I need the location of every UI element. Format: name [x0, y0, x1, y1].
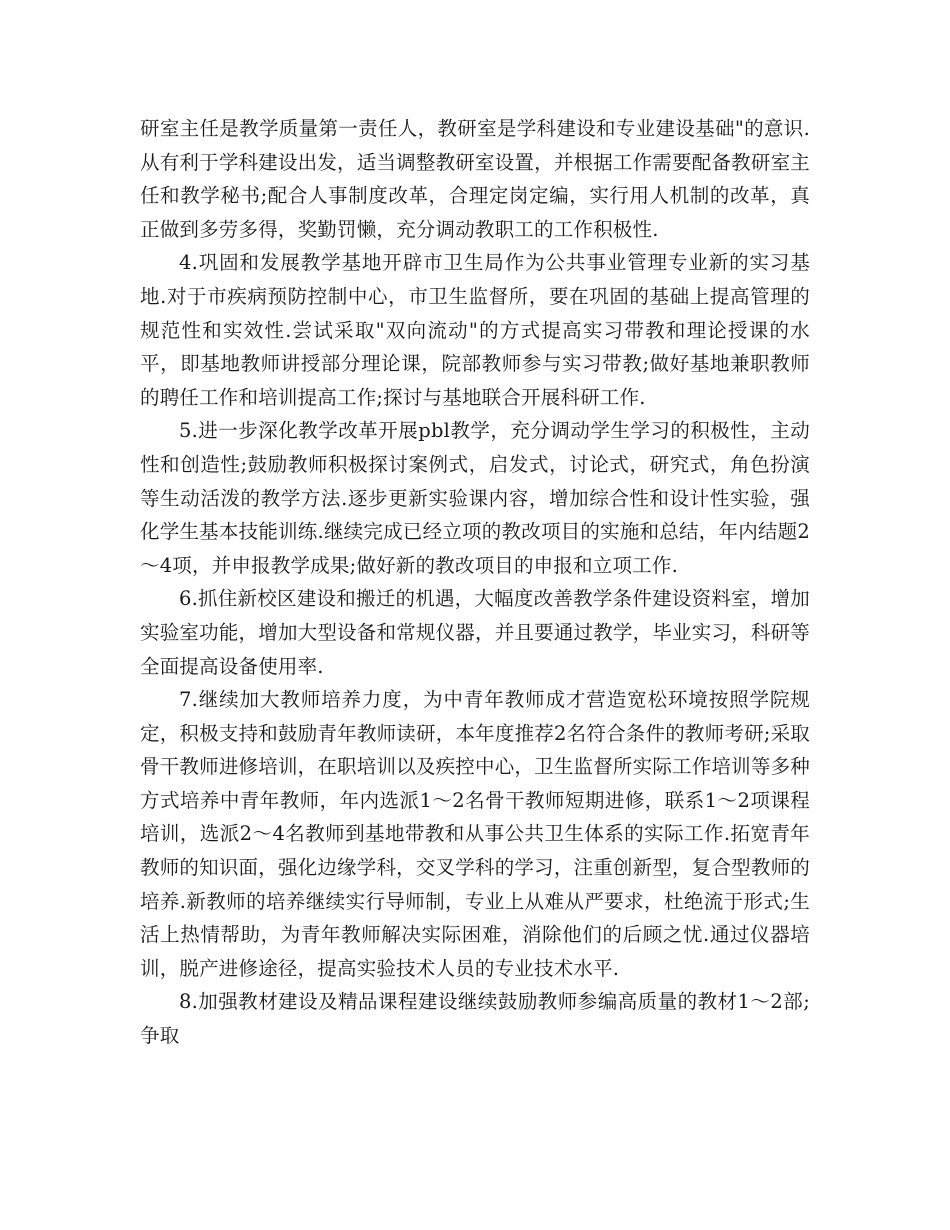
paragraph-item-8: 8.加强教材建设及精品课程建设继续鼓励教师参编高质量的教材1～2部;争取	[140, 990, 810, 1048]
paragraph-item-5: 5.进一步深化教学改革开展pbl教学，充分调动学生学习的积极性，主动性和创造性;鼓励教师积极探讨案例式，启发式，讨论式，研究式，角色扮演等生动活泼的教学方法.逐步更新实验课内容，增加综合性和设计性实验，强化学生基本技能训练.继续完成已经立项的教改项目的实施和总结，年内结题2～4项，并申报教学成果;做好新的教改项目的申报和立项工作.	[140, 419, 810, 577]
paragraph-item-4: 4.巩固和发展教学基地开辟市卫生局作为公共事业管理专业新的实习基地.对于市疾病预防控制中心，市卫生监督所，要在巩固的基础上提高管理的规范性和实效性.尝试采取"双向流动"的方式提高实习带教和理论授课的水平，即基地教师讲授部分理论课，院部教师参与实习带教;做好基地兼职教师的聘任工作和培训提高工作;探讨与基地联合开展科研工作.	[140, 251, 810, 409]
paragraph-item-6: 6.抓住新校区建设和搬迁的机遇，大幅度改善教学条件建设资料室，增加实验室功能，增加大型设备和常规仪器，并且要通过教学，毕业实习，科研等全面提高设备使用率.	[140, 587, 810, 678]
paragraph-item-7: 7.继续加大教师培养力度，为中青年教师成才营造宽松环境按照学院规定，积极支持和鼓励青年教师读研，本年度推荐2名符合条件的教师考研;采取骨干教师进修培训，在职培训以及疾控中心，卫生监督所实际工作培训等多种方式培养中青年教师，年内选派1～2名骨干教师短期进修，联系1～2项课程培训，选派2～4名教师到基地带教和从事公共卫生体系的实际工作.拓宽青年教师的知识面，强化边缘学科，交叉学科的学习，注重创新型，复合型教师的培养.新教师的培养继续实行导师制，专业上从难从严要求，杜绝流于形式;生活上热情帮助，为青年教师解决实际困难，消除他们的后顾之忧.通过仪器培训，脱产进修途径，提高实验技术人员的专业技术水平.	[140, 688, 810, 980]
paragraph-continuation: 研室主任是教学质量第一责任人，教研室是学科建设和专业建设基础"的意识.从有利于学科建设出发，适当调整教研室设置，并根据工作需要配备教研室主任和教学秘书;配合人事制度改革，合理定岗定编，实行用人机制的改革，真正做到多劳多得，奖勤罚懒，充分调动教职工的工作积极性.	[140, 117, 810, 241]
document-body	[140, 112, 810, 1053]
